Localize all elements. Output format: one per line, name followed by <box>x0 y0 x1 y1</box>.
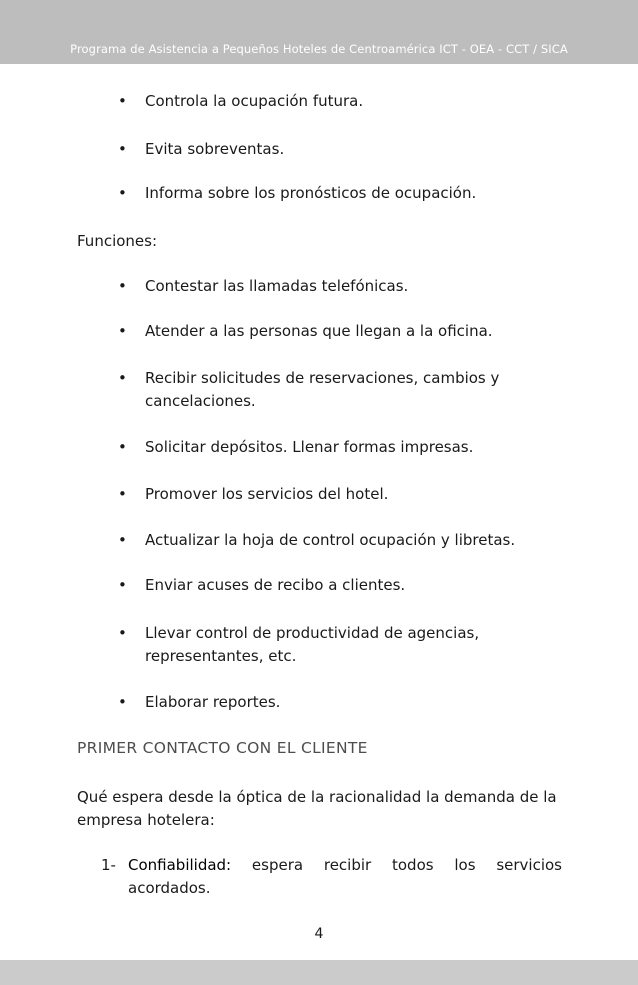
bullet-item: • Atender a las personas que llegan a la oficina. <box>145 320 575 343</box>
bullet-item: • Recibir solicitudes de reservaciones, cambios y cancelaciones. <box>145 367 575 413</box>
bullet-item: • Informa sobre los pronósticos de ocupación. <box>145 182 575 205</box>
bullet-item: • Elaborar reportes. <box>145 691 575 714</box>
bullet-item: • Controla la ocupación futura. <box>145 90 575 113</box>
bullet-item: • Promover los servicios del hotel. <box>145 483 575 506</box>
item-term: Confiabilidad: <box>128 856 232 874</box>
section-heading: PRIMER CONTACTO CON EL CLIENTE <box>77 739 368 757</box>
bullet-item: • Evita sobreventas. <box>145 138 575 161</box>
funciones-heading: Funciones: <box>77 232 158 250</box>
running-title: Programa de Asistencia a Pequeños Hoteles de Centroamérica ICT - OEA - CCT / SICA <box>70 42 568 56</box>
bullet-item: • Enviar acuses de recibo a clientes. <box>145 574 575 597</box>
section-paragraph: Qué espera desde la óptica de la racionalidad la demanda de la empresa hotelera: <box>77 788 557 829</box>
item-body <box>128 854 562 900</box>
header-band <box>0 0 638 64</box>
footer-band <box>0 960 638 985</box>
numbered-item <box>101 854 562 900</box>
item-number: 1- <box>101 856 116 874</box>
bullet-item: • Llevar control de productividad de agencias, representantes, etc. <box>145 622 575 668</box>
bullet-item: • Contestar las llamadas telefónicas. <box>145 275 575 298</box>
bullet-item: • Solicitar depósitos. Llenar formas impresas. <box>145 436 575 459</box>
item-text: espera recibir todos los servicios acordados. <box>128 856 562 897</box>
page-number: 4 <box>314 926 324 942</box>
bullet-item: • Actualizar la hoja de control ocupación y libretas. <box>145 529 575 552</box>
